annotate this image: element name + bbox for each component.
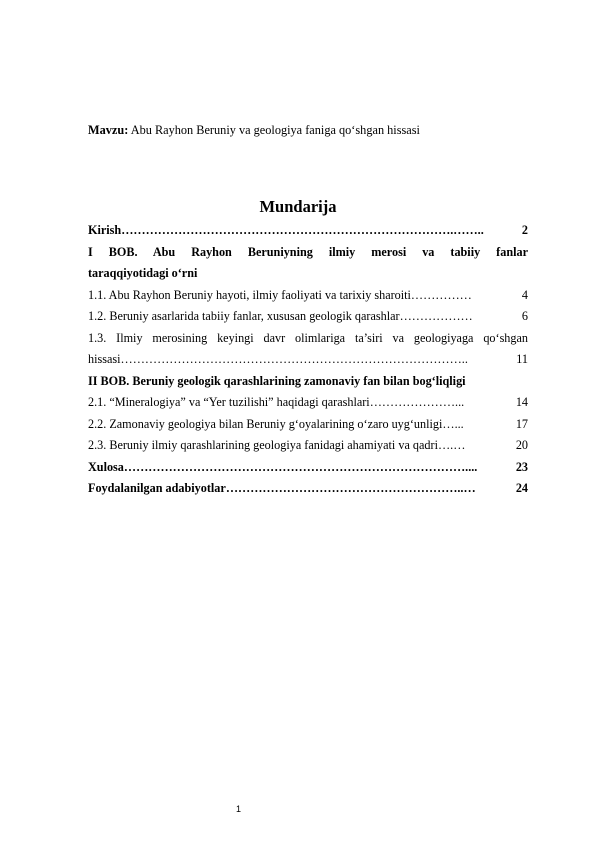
toc-entry-text: Xulosa [88,459,124,474]
topic-label: Mavzu: [88,123,129,137]
toc-entry-text: Foydalanilgan adabiyotlar [88,481,226,495]
toc-entry-text: I BOB. Abu Rayhon Beruniyning ilmiy merosi va tabiiy fanlar [88,244,528,259]
toc-entry-text: 1.3. Ilmiy merosining keyingi davr olimlariga ta’siri va geologiyaga qo‘shgan [88,330,528,345]
toc-entry-page: 14 [515,395,528,409]
toc-entry-leader: ….… [437,438,466,452]
toc-entry-leader: …... [442,416,464,431]
toc-entry [88,328,528,350]
toc-entry [88,392,528,414]
toc-entry-page: 11 [516,352,528,366]
toc-entry-page: 20 [515,438,528,452]
topic-text: Abu Rayhon Beruniy va geologiya faniga qo‘shgan hissasi [128,123,420,137]
toc-entry-text: 2.3. Beruniy ilmiy qarashlarining geologiya fanidagi ahamiyati va qadri [88,438,438,452]
toc-entry-leader: ………………………………………………………………………….. [120,352,468,366]
toc-entry-text: taraqqiyotidagi o‘rni [88,266,198,280]
toc-entry-page: 4 [521,287,528,302]
toc-entry-text: 1.2. Beruniy asarlarida tabiiy fanlar, xususan geologik qarashlar [88,309,400,323]
toc-entry-page: 6 [521,309,528,323]
toc-entry [88,285,528,307]
toc-entry [88,306,528,328]
page-number: 1 [236,804,242,814]
table-of-contents [88,220,528,500]
toc-entry-leader: …………… [410,287,472,302]
toc-entry-leader: ……………………………………………………………………….…….. [121,223,484,237]
toc-entry [88,263,528,285]
toc-entry-leader: …………………………………………………..… [225,481,476,495]
toc-entry [88,371,528,393]
toc-entry-text: hissasi [88,352,121,366]
toc-entry-text: 2.1. “Mineralogiya” va “Yer tuzilishi” haqidagi qarashlari [88,395,370,409]
toc-entry-page: 17 [515,416,528,431]
toc-entry [88,220,528,242]
toc-entry-text: Kirish [88,223,122,237]
toc-entry [88,435,528,457]
toc-title: Mundarija [259,197,337,216]
toc-entry [88,478,528,500]
toc-entry [88,414,528,436]
topic-line [88,122,528,138]
toc-entry-page: 2 [521,223,528,237]
toc-entry-page: 24 [515,481,528,495]
toc-entry [88,457,528,479]
toc-entry-text: 1.1. Abu Rayhon Beruniy hayoti, ilmiy faoliyati va tarixiy sharoiti [88,287,411,302]
toc-entry-text: II BOB. Beruniy geologik qarashlarining zamonaviy fan bilan bog‘liqligi [88,373,466,388]
toc-entry [88,242,528,264]
toc-entry-leader: ……………… [399,309,473,323]
toc-entry-leader: ………………………………………………………………………….... [123,459,478,474]
toc-entry [88,349,528,371]
toc-entry-leader: …………………... [369,395,465,409]
toc-entry-text: 2.2. Zamonaviy geologiya bilan Beruniy g‘oyalarining o‘zaro uyg‘unligi [88,416,443,431]
toc-entry-page: 23 [515,459,528,474]
